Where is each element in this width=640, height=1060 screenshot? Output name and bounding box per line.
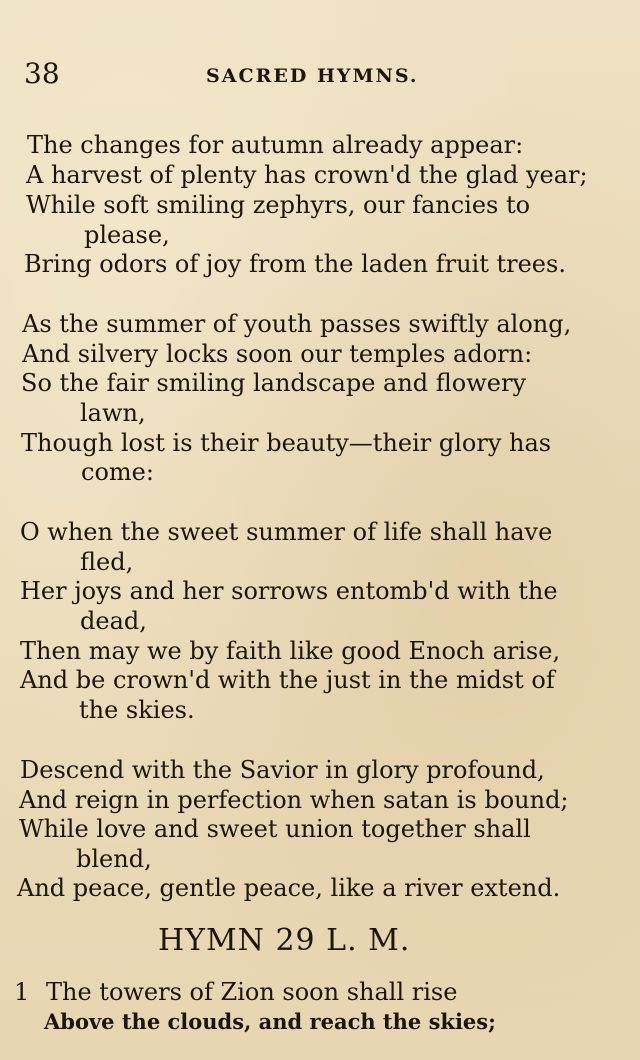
- stanza-line: Bring odors of joy from the laden fruit trees.: [24, 250, 566, 278]
- verse-line: The towers of Zion soon shall rise: [46, 978, 458, 1006]
- stanza-line-continuation: come:: [81, 458, 154, 486]
- stanza-line-continuation: lawn,: [80, 399, 146, 427]
- stanza-line-continuation: blend,: [76, 845, 152, 873]
- stanza-line: And be crown'd with the just in the midst of: [20, 666, 555, 694]
- page-number: 38: [24, 57, 60, 90]
- stanza-line: While love and sweet union together shall: [19, 815, 531, 843]
- stanza-line: While soft smiling zephyrs, our fancies to: [26, 191, 531, 219]
- stanza-line: A harvest of plenty has crown'd the glad year;: [26, 161, 588, 189]
- page-header: [0, 54, 640, 94]
- stanza-line: And silvery locks soon our temples adorn:: [22, 340, 533, 368]
- stanza-line: Then may we by faith like good Enoch arise,: [20, 637, 561, 665]
- stanza-line: Though lost is their beauty—their glory has: [21, 429, 552, 457]
- verse-number: 1: [14, 978, 30, 1006]
- stanza-line: And reign in perfection when satan is bound;: [19, 786, 569, 814]
- stanza-line: The changes for autumn already appear:: [27, 131, 524, 159]
- stanza-line-continuation: the skies.: [79, 696, 195, 724]
- hymn-title: HYMN 29 L. M.: [158, 923, 411, 958]
- stanza-line: As the summer of youth passes swiftly along,: [22, 310, 572, 338]
- stanza-line: Descend with the Savior in glory profound,: [20, 756, 545, 784]
- stanza-line: So the fair smiling landscape and flowery: [21, 369, 527, 397]
- verse-line: Above the clouds, and reach the skies;: [44, 1009, 496, 1034]
- stanza-line-continuation: fled,: [80, 548, 134, 576]
- stanza-line: Her joys and her sorrows entomb'd with the: [20, 577, 558, 605]
- stanza-line-continuation: dead,: [80, 607, 147, 635]
- running-head: SACRED HYMNS.: [206, 65, 419, 87]
- stanza-line: And peace, gentle peace, like a river extend.: [17, 874, 561, 902]
- stanza-line: O when the sweet summer of life shall have: [20, 518, 553, 546]
- stanza-line-continuation: please,: [84, 221, 170, 249]
